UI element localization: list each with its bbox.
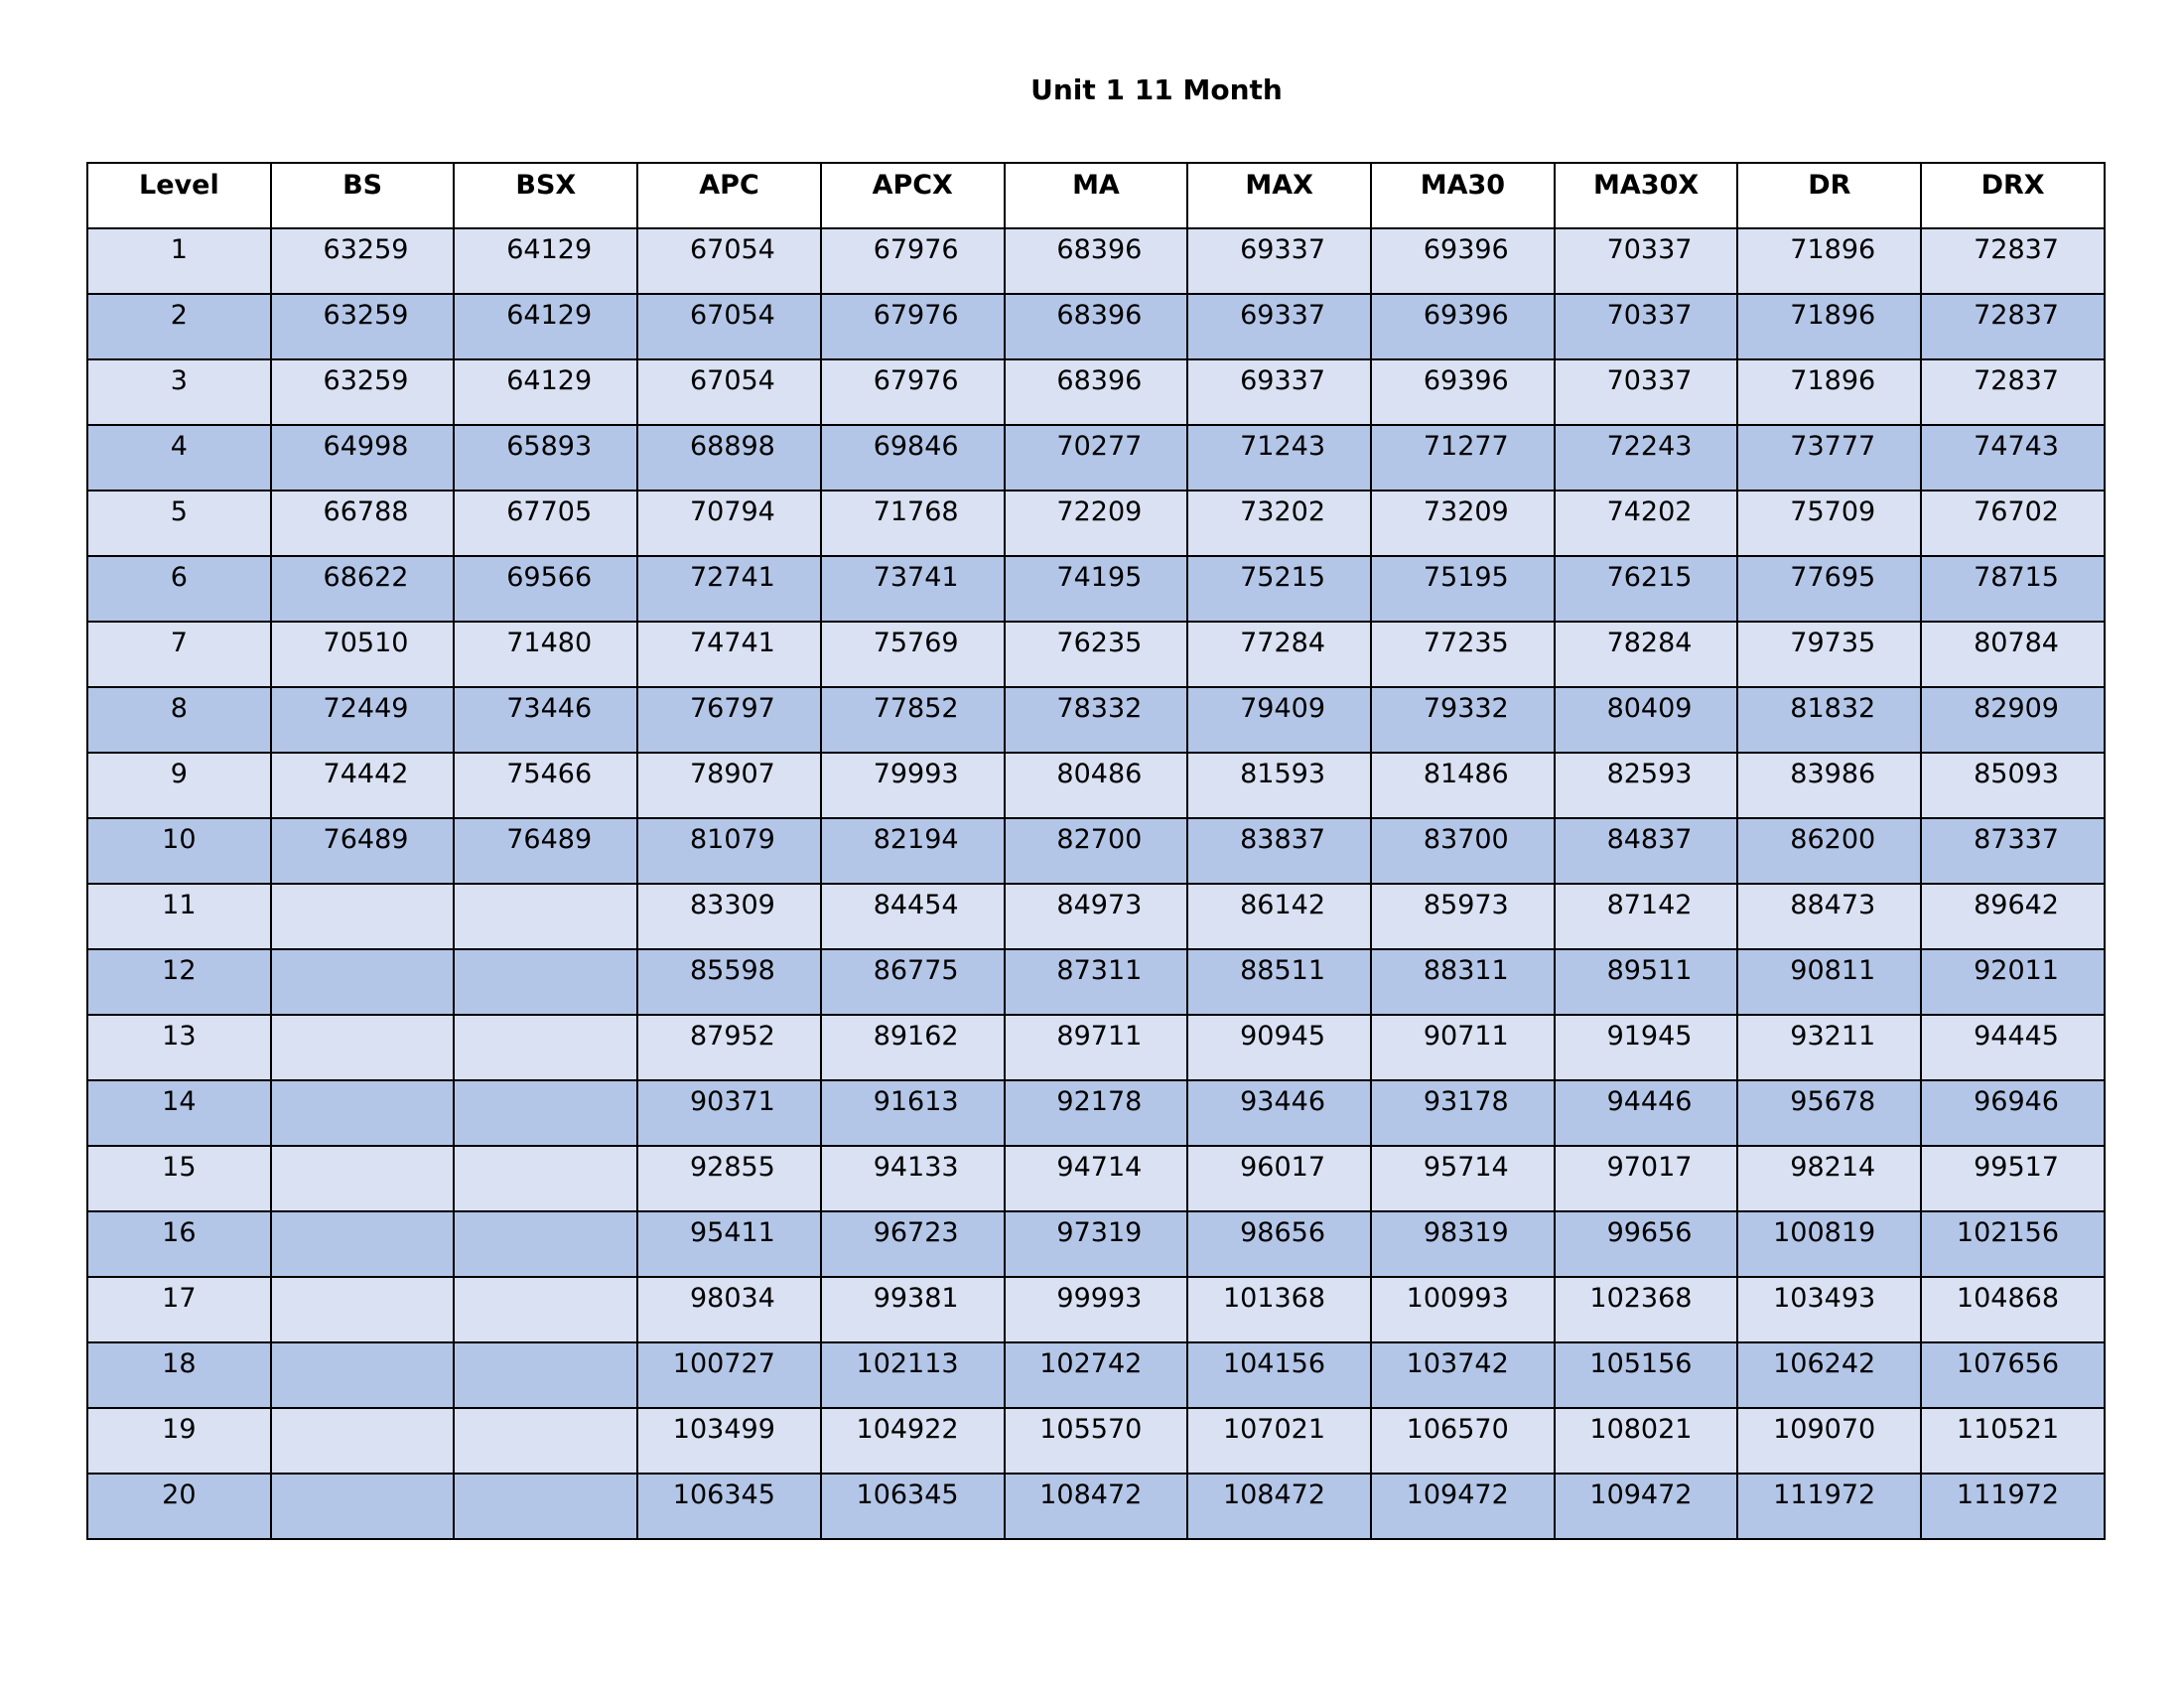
table-row [87,687,2105,753]
salary-cell-ma: 70277 [1005,425,1188,491]
salary-cell-max: 69337 [1187,228,1371,294]
level-cell: 20 [87,1474,271,1539]
salary-cell-bs [271,1342,455,1408]
table-row [87,1342,2105,1408]
salary-cell-bs [271,1015,455,1080]
salary-cell-ma30: 81486 [1371,753,1555,818]
level-cell: 13 [87,1015,271,1080]
column-header-ma30: MA30 [1371,163,1555,228]
salary-cell-drx: 87337 [1921,818,2105,884]
salary-cell-drx: 76702 [1921,491,2105,556]
salary-cell-dr: 77695 [1737,556,1921,622]
salary-cell-apcx: 79993 [821,753,1005,818]
header-row [87,163,2105,228]
salary-cell-apc: 70794 [637,491,821,556]
salary-cell-ma30x: 94446 [1555,1080,1738,1146]
salary-cell-ma30x: 97017 [1555,1146,1738,1211]
salary-cell-drx: 94445 [1921,1015,2105,1080]
salary-cell-apc: 106345 [637,1474,821,1539]
salary-cell-ma: 68396 [1005,359,1188,425]
salary-cell-ma30x: 70337 [1555,294,1738,359]
salary-cell-bsx: 67705 [454,491,637,556]
salary-cell-max: 69337 [1187,294,1371,359]
salary-cell-dr: 111972 [1737,1474,1921,1539]
salary-cell-dr: 71896 [1737,359,1921,425]
column-header-level: Level [87,163,271,228]
salary-cell-bsx: 69566 [454,556,637,622]
salary-cell-drx: 107656 [1921,1342,2105,1408]
salary-cell-apcx: 99381 [821,1277,1005,1342]
salary-cell-ma: 74195 [1005,556,1188,622]
salary-cell-apcx: 104922 [821,1408,1005,1474]
salary-cell-ma: 92178 [1005,1080,1188,1146]
salary-cell-apc: 78907 [637,753,821,818]
salary-cell-ma30: 103742 [1371,1342,1555,1408]
salary-cell-apcx: 82194 [821,818,1005,884]
salary-cell-ma: 82700 [1005,818,1188,884]
level-cell: 9 [87,753,271,818]
table-row [87,556,2105,622]
salary-cell-ma: 89711 [1005,1015,1188,1080]
column-header-ma30x: MA30X [1555,163,1738,228]
salary-cell-ma30: 88311 [1371,949,1555,1015]
salary-cell-bs [271,1146,455,1211]
salary-cell-apcx: 102113 [821,1342,1005,1408]
salary-cell-drx: 89642 [1921,884,2105,949]
level-cell: 5 [87,491,271,556]
salary-cell-ma30x: 99656 [1555,1211,1738,1277]
salary-cell-ma30: 106570 [1371,1408,1555,1474]
salary-cell-bs: 68622 [271,556,455,622]
salary-cell-ma30x: 109472 [1555,1474,1738,1539]
salary-cell-ma: 76235 [1005,622,1188,687]
salary-cell-ma30x: 108021 [1555,1408,1738,1474]
salary-cell-apcx: 89162 [821,1015,1005,1080]
level-cell: 2 [87,294,271,359]
salary-cell-drx: 72837 [1921,359,2105,425]
salary-cell-max: 104156 [1187,1342,1371,1408]
table-row [87,884,2105,949]
salary-cell-dr: 71896 [1737,294,1921,359]
salary-cell-bsx: 76489 [454,818,637,884]
salary-cell-ma: 78332 [1005,687,1188,753]
level-cell: 1 [87,228,271,294]
salary-cell-apc: 90371 [637,1080,821,1146]
salary-cell-bs [271,884,455,949]
salary-cell-bsx [454,1342,637,1408]
salary-cell-ma30: 69396 [1371,228,1555,294]
salary-cell-apc: 76797 [637,687,821,753]
salary-cell-dr: 75709 [1737,491,1921,556]
salary-cell-ma: 102742 [1005,1342,1188,1408]
salary-cell-max: 101368 [1187,1277,1371,1342]
salary-cell-bsx: 64129 [454,228,637,294]
salary-cell-ma: 80486 [1005,753,1188,818]
salary-cell-drx: 72837 [1921,228,2105,294]
salary-cell-ma30: 71277 [1371,425,1555,491]
salary-cell-apc: 85598 [637,949,821,1015]
salary-cell-bs: 63259 [271,359,455,425]
salary-cell-apcx: 86775 [821,949,1005,1015]
salary-cell-ma30x: 78284 [1555,622,1738,687]
salary-cell-bsx [454,1408,637,1474]
salary-cell-bs [271,949,455,1015]
salary-cell-bsx [454,949,637,1015]
table-row [87,1211,2105,1277]
salary-cell-dr: 106242 [1737,1342,1921,1408]
level-cell: 10 [87,818,271,884]
salary-cell-ma30x: 72243 [1555,425,1738,491]
level-cell: 18 [87,1342,271,1408]
salary-cell-max: 86142 [1187,884,1371,949]
salary-cell-max: 77284 [1187,622,1371,687]
salary-cell-apcx: 91613 [821,1080,1005,1146]
salary-cell-apcx: 73741 [821,556,1005,622]
salary-cell-bsx [454,1277,637,1342]
salary-cell-dr: 98214 [1737,1146,1921,1211]
salary-cell-ma30: 69396 [1371,294,1555,359]
table-row [87,359,2105,425]
salary-cell-ma: 94714 [1005,1146,1188,1211]
salary-cell-bsx: 65893 [454,425,637,491]
salary-cell-bsx: 73446 [454,687,637,753]
salary-cell-apcx: 106345 [821,1474,1005,1539]
salary-cell-bs [271,1211,455,1277]
salary-cell-apc: 67054 [637,294,821,359]
level-cell: 7 [87,622,271,687]
salary-cell-apcx: 75769 [821,622,1005,687]
page-title: Unit 1 11 Month [1030,73,1283,106]
salary-cell-max: 81593 [1187,753,1371,818]
salary-cell-bs [271,1277,455,1342]
table-row [87,425,2105,491]
salary-cell-bsx [454,1146,637,1211]
salary-cell-bsx [454,1211,637,1277]
salary-cell-ma30: 75195 [1371,556,1555,622]
salary-cell-ma: 97319 [1005,1211,1188,1277]
salary-cell-bsx: 71480 [454,622,637,687]
salary-cell-apcx: 77852 [821,687,1005,753]
table-row [87,1474,2105,1539]
salary-cell-max: 98656 [1187,1211,1371,1277]
level-cell: 12 [87,949,271,1015]
salary-cell-ma30x: 91945 [1555,1015,1738,1080]
salary-cell-bsx [454,1080,637,1146]
salary-cell-dr: 81832 [1737,687,1921,753]
salary-cell-max: 96017 [1187,1146,1371,1211]
salary-cell-apc: 98034 [637,1277,821,1342]
salary-cell-ma30x: 70337 [1555,228,1738,294]
salary-cell-dr: 83986 [1737,753,1921,818]
table-row [87,622,2105,687]
salary-cell-dr: 90811 [1737,949,1921,1015]
salary-cell-ma30: 73209 [1371,491,1555,556]
table-row [87,818,2105,884]
salary-cell-drx: 99517 [1921,1146,2105,1211]
table-row [87,949,2105,1015]
salary-cell-ma30: 90711 [1371,1015,1555,1080]
salary-cell-bs [271,1080,455,1146]
salary-cell-bs: 70510 [271,622,455,687]
salary-cell-dr: 73777 [1737,425,1921,491]
salary-cell-ma: 68396 [1005,228,1188,294]
column-header-dr: DR [1737,163,1921,228]
salary-cell-ma30x: 80409 [1555,687,1738,753]
column-header-bsx: BSX [454,163,637,228]
salary-cell-ma30: 79332 [1371,687,1555,753]
salary-cell-apc: 67054 [637,359,821,425]
salary-cell-max: 108472 [1187,1474,1371,1539]
salary-cell-dr: 109070 [1737,1408,1921,1474]
salary-cell-ma30x: 84837 [1555,818,1738,884]
salary-cell-drx: 85093 [1921,753,2105,818]
table-row [87,228,2105,294]
salary-cell-drx: 104868 [1921,1277,2105,1342]
salary-cell-dr: 86200 [1737,818,1921,884]
salary-cell-max: 107021 [1187,1408,1371,1474]
salary-cell-max: 90945 [1187,1015,1371,1080]
level-cell: 3 [87,359,271,425]
salary-cell-ma: 87311 [1005,949,1188,1015]
salary-cell-max: 79409 [1187,687,1371,753]
salary-cell-apcx: 67976 [821,294,1005,359]
salary-cell-bs [271,1474,455,1539]
salary-cell-apc: 67054 [637,228,821,294]
salary-cell-bsx [454,1474,637,1539]
table-row [87,1408,2105,1474]
salary-cell-ma: 68396 [1005,294,1188,359]
salary-cell-dr: 71896 [1737,228,1921,294]
level-cell: 16 [87,1211,271,1277]
salary-cell-ma30x: 82593 [1555,753,1738,818]
salary-cell-ma: 108472 [1005,1474,1188,1539]
salary-cell-drx: 102156 [1921,1211,2105,1277]
level-cell: 11 [87,884,271,949]
salary-cell-max: 88511 [1187,949,1371,1015]
salary-cell-apc: 92855 [637,1146,821,1211]
salary-cell-ma30: 109472 [1371,1474,1555,1539]
salary-cell-ma30: 100993 [1371,1277,1555,1342]
salary-cell-drx: 92011 [1921,949,2105,1015]
salary-cell-ma30x: 102368 [1555,1277,1738,1342]
salary-cell-ma30x: 105156 [1555,1342,1738,1408]
column-header-max: MAX [1187,163,1371,228]
salary-cell-apc: 87952 [637,1015,821,1080]
salary-cell-drx: 110521 [1921,1408,2105,1474]
salary-cell-drx: 78715 [1921,556,2105,622]
table-row [87,1080,2105,1146]
level-cell: 6 [87,556,271,622]
salary-cell-ma30: 95714 [1371,1146,1555,1211]
salary-cell-bs [271,1408,455,1474]
salary-cell-apc: 83309 [637,884,821,949]
salary-cell-dr: 103493 [1737,1277,1921,1342]
salary-cell-drx: 80784 [1921,622,2105,687]
table-row [87,1146,2105,1211]
salary-cell-drx: 96946 [1921,1080,2105,1146]
salary-cell-bsx [454,884,637,949]
salary-cell-bsx: 64129 [454,294,637,359]
salary-cell-dr: 95678 [1737,1080,1921,1146]
salary-cell-max: 75215 [1187,556,1371,622]
salary-cell-apcx: 96723 [821,1211,1005,1277]
salary-cell-max: 71243 [1187,425,1371,491]
table-body [87,228,2105,1539]
salary-cell-max: 83837 [1187,818,1371,884]
salary-cell-ma: 84973 [1005,884,1188,949]
salary-cell-bsx [454,1015,637,1080]
salary-cell-apc: 81079 [637,818,821,884]
level-cell: 17 [87,1277,271,1342]
salary-cell-dr: 79735 [1737,622,1921,687]
salary-cell-apcx: 69846 [821,425,1005,491]
salary-cell-dr: 100819 [1737,1211,1921,1277]
salary-cell-bsx: 75466 [454,753,637,818]
table-row [87,753,2105,818]
salary-cell-ma30: 98319 [1371,1211,1555,1277]
salary-cell-bs: 63259 [271,294,455,359]
column-header-bs: BS [271,163,455,228]
salary-cell-apc: 68898 [637,425,821,491]
salary-cell-apc: 74741 [637,622,821,687]
salary-cell-ma30x: 70337 [1555,359,1738,425]
level-cell: 4 [87,425,271,491]
salary-cell-ma30: 85973 [1371,884,1555,949]
level-cell: 14 [87,1080,271,1146]
salary-cell-ma: 72209 [1005,491,1188,556]
salary-cell-max: 69337 [1187,359,1371,425]
salary-cell-drx: 111972 [1921,1474,2105,1539]
column-header-ma: MA [1005,163,1188,228]
salary-cell-apcx: 67976 [821,359,1005,425]
salary-cell-max: 73202 [1187,491,1371,556]
level-cell: 15 [87,1146,271,1211]
salary-cell-max: 93446 [1187,1080,1371,1146]
salary-cell-bs: 66788 [271,491,455,556]
salary-cell-apcx: 84454 [821,884,1005,949]
column-header-drx: DRX [1921,163,2105,228]
salary-cell-bs: 74442 [271,753,455,818]
level-cell: 19 [87,1408,271,1474]
table-row [87,491,2105,556]
salary-cell-apcx: 71768 [821,491,1005,556]
salary-cell-ma30x: 74202 [1555,491,1738,556]
salary-cell-bs: 76489 [271,818,455,884]
salary-cell-dr: 93211 [1737,1015,1921,1080]
table-row [87,294,2105,359]
column-header-apc: APC [637,163,821,228]
table-row [87,1015,2105,1080]
salary-cell-ma30: 69396 [1371,359,1555,425]
salary-cell-apcx: 67976 [821,228,1005,294]
level-cell: 8 [87,687,271,753]
salary-cell-apc: 95411 [637,1211,821,1277]
salary-cell-ma30x: 76215 [1555,556,1738,622]
salary-cell-ma: 105570 [1005,1408,1188,1474]
salary-cell-apc: 72741 [637,556,821,622]
salary-cell-dr: 88473 [1737,884,1921,949]
salary-cell-apcx: 94133 [821,1146,1005,1211]
salary-cell-drx: 82909 [1921,687,2105,753]
salary-table [86,162,2106,1540]
salary-cell-ma: 99993 [1005,1277,1188,1342]
salary-cell-ma30: 77235 [1371,622,1555,687]
salary-cell-ma30x: 89511 [1555,949,1738,1015]
salary-cell-ma30: 83700 [1371,818,1555,884]
salary-cell-apc: 103499 [637,1408,821,1474]
salary-cell-ma30x: 87142 [1555,884,1738,949]
salary-cell-drx: 74743 [1921,425,2105,491]
column-header-apcx: APCX [821,163,1005,228]
salary-cell-bsx: 64129 [454,359,637,425]
table-row [87,1277,2105,1342]
salary-cell-ma30: 93178 [1371,1080,1555,1146]
salary-cell-bs: 63259 [271,228,455,294]
salary-cell-apc: 100727 [637,1342,821,1408]
salary-cell-bs: 64998 [271,425,455,491]
salary-cell-bs: 72449 [271,687,455,753]
salary-cell-drx: 72837 [1921,294,2105,359]
